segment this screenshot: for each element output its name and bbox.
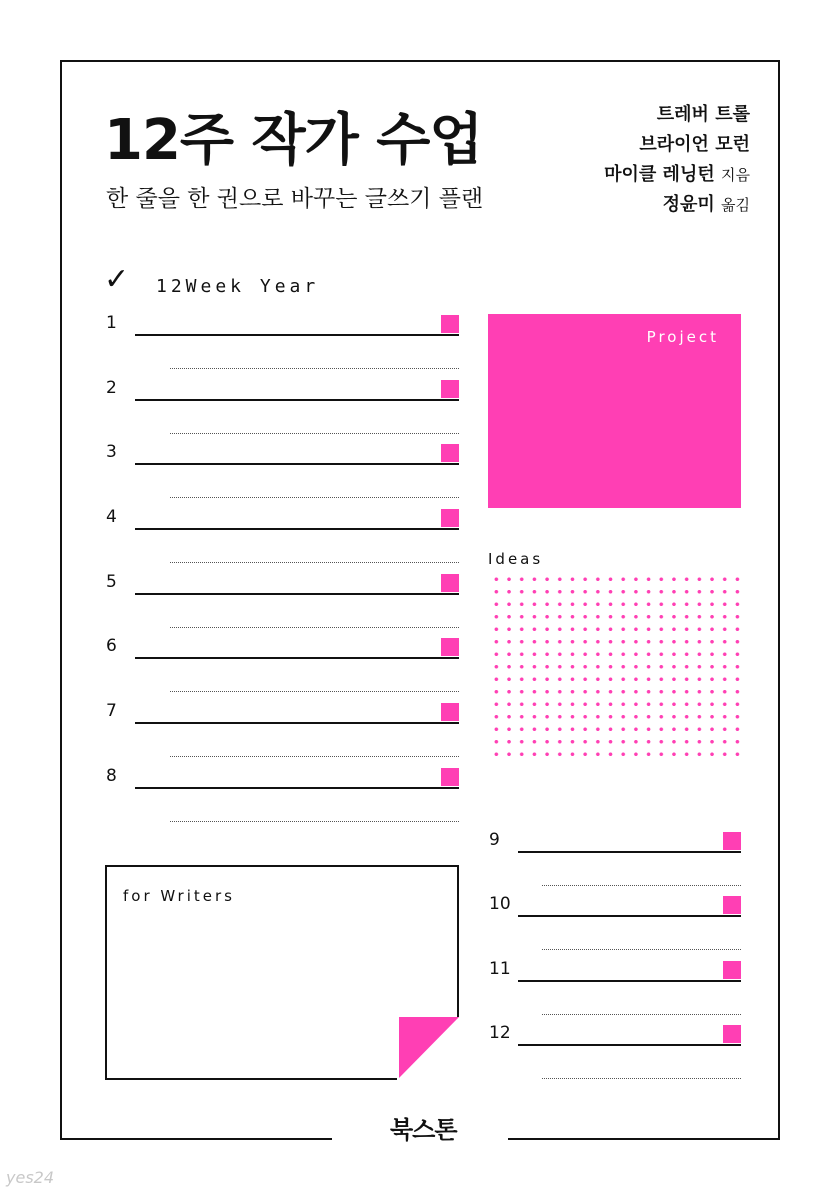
author-name: 트레버 트롤: [656, 104, 750, 125]
checklist-row: [106, 766, 460, 806]
book-subtitle: 한 줄을 한 권으로 바꾸는 글쓰기 플랜: [106, 186, 484, 212]
author-line: [604, 160, 750, 190]
row-checkbox: [441, 768, 459, 786]
checklist-row: [106, 507, 460, 547]
watermark: yes24: [6, 1168, 55, 1187]
checklist-row: [489, 830, 741, 870]
row-checkbox: [723, 896, 741, 914]
row-number: 8: [106, 766, 117, 786]
row-line: [518, 1044, 741, 1046]
row-dotted-line: [542, 885, 741, 886]
twelve-week-year-label: 12Week Year: [156, 276, 320, 297]
checkmark-icon: ✓: [104, 262, 130, 297]
author-name: 브라이언 모런: [639, 134, 750, 155]
project-block: [488, 314, 741, 508]
row-line: [135, 787, 459, 789]
row-line: [518, 851, 741, 853]
row-checkbox: [441, 703, 459, 721]
row-number: 5: [106, 572, 117, 592]
card-bottom-edge: [105, 1078, 397, 1080]
row-checkbox: [441, 638, 459, 656]
frame-top-edge: [60, 60, 780, 62]
row-line: [135, 334, 459, 336]
checklist-row: [489, 894, 741, 934]
row-line: [518, 980, 741, 982]
row-number: 4: [106, 507, 117, 527]
checklist-row: [489, 1023, 741, 1063]
ideas-label: Ideas: [488, 550, 544, 568]
row-checkbox: [441, 315, 459, 333]
row-checkbox: [723, 1025, 741, 1043]
row-dotted-line: [170, 627, 459, 628]
row-dotted-line: [170, 562, 459, 563]
row-number: 12: [489, 1023, 511, 1043]
row-checkbox: [441, 444, 459, 462]
row-line: [135, 593, 459, 595]
row-dotted-line: [542, 949, 741, 950]
card-left-edge: [105, 865, 107, 1080]
writers-note-card: [105, 865, 459, 1080]
frame-bottom-right-edge: [508, 1138, 780, 1140]
row-line: [135, 722, 459, 724]
page-fold-icon: [395, 1015, 461, 1081]
row-line: [135, 399, 459, 401]
checklist-row: [106, 442, 460, 482]
row-checkbox: [723, 832, 741, 850]
book-title: 12주 작가 수업: [104, 108, 483, 173]
author-line: [604, 130, 750, 160]
author-role: 지음: [721, 166, 750, 184]
translator-line: [604, 190, 750, 220]
project-label: Project: [646, 328, 719, 346]
row-number: 11: [489, 959, 511, 979]
translator-role: 옮김: [721, 196, 750, 214]
row-number: 2: [106, 378, 117, 398]
frame-bottom-left-edge: [60, 1138, 332, 1140]
ideas-dot-grid: [490, 573, 742, 763]
row-number: 1: [106, 313, 117, 333]
translator-name: 정윤미: [662, 194, 715, 215]
author-credits: [604, 100, 750, 220]
checklist-row: [106, 636, 460, 676]
checklist-row: [106, 701, 460, 741]
checklist-row: [106, 572, 460, 612]
checklist-row: [106, 378, 460, 418]
frame-left-edge: [60, 60, 62, 1140]
card-top-edge: [105, 865, 459, 867]
row-line: [135, 528, 459, 530]
row-dotted-line: [170, 497, 459, 498]
row-number: 9: [489, 830, 500, 850]
row-dotted-line: [170, 821, 459, 822]
checklist-row: [489, 959, 741, 999]
row-dotted-line: [542, 1014, 741, 1015]
row-dotted-line: [170, 756, 459, 757]
row-line: [135, 463, 459, 465]
row-checkbox: [441, 574, 459, 592]
row-dotted-line: [170, 433, 459, 434]
card-right-edge: [457, 865, 459, 1017]
checklist-row: [106, 313, 460, 353]
author-name: 마이클 레닝턴: [604, 164, 715, 185]
row-checkbox: [723, 961, 741, 979]
row-number: 3: [106, 442, 117, 462]
row-line: [135, 657, 459, 659]
writers-label: for Writers: [123, 887, 235, 905]
row-number: 10: [489, 894, 511, 914]
row-dotted-line: [170, 691, 459, 692]
row-checkbox: [441, 509, 459, 527]
row-dotted-line: [542, 1078, 741, 1079]
row-number: 7: [106, 701, 117, 721]
row-line: [518, 915, 741, 917]
frame-right-edge: [778, 60, 780, 1140]
publisher-logo: 북스톤: [390, 1116, 457, 1144]
author-line: [604, 100, 750, 130]
row-number: 6: [106, 636, 117, 656]
row-dotted-line: [170, 368, 459, 369]
row-checkbox: [441, 380, 459, 398]
